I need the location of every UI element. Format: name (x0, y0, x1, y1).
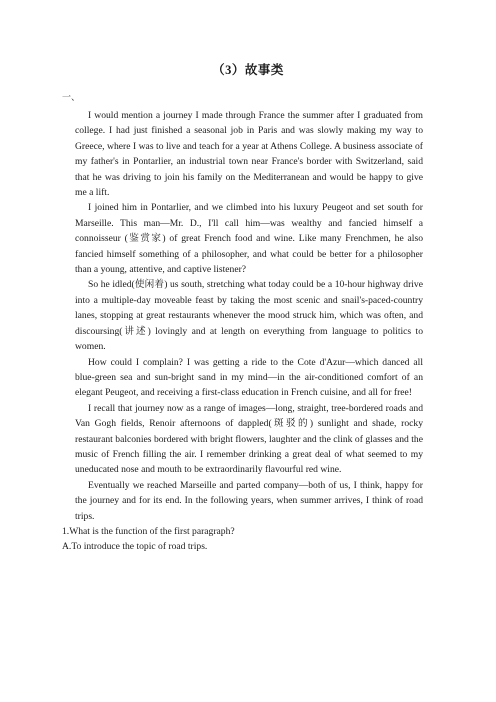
paragraph: How could I complain? I was getting a ride to the Cote d'Azur—which danced all blue-green sea and sun-bright sand in my mind—in the air-conditioned comfort of an elegant Peugeot, and receiving a first-class education in French cuisine, and all for free! (75, 356, 423, 399)
paragraph: Eventually we reached Marseille and parted company—both of us, I think, happy for the journey and for its end. In the following years, when summer arrives, I think of road trips. (75, 479, 423, 522)
paragraph: I joined him in Pontarlier, and we climbed into his luxury Peugeot and set south for Marseille. This man—Mr. D., I'll call him—was wealthy and fancied himself a connoisseur (鉴赏家) of great French food and wine. Like many Frenchmen, he also fancied himself something of a philosopher, and what could be better for a philosopher than a young, attentive, and captive listener? (75, 202, 423, 276)
passage-body (62, 108, 423, 555)
section-number: 一、 (62, 92, 81, 102)
paragraph: So he idled(使闲着) us south, stretching what today could be a 10-hour highway drive into a multiple-day moveable feast by taking the most scenic and snail's-paced-country lanes, stopping at great restaurants whenever the mood struck him, which was often, and discoursing(讲述) lovingly and at length on everything from language to politics to women. (75, 279, 423, 353)
question-1: 1.What is the function of the first paragraph? (62, 525, 235, 537)
paragraph: I recall that journey now as a range of images—long, straight, tree-bordered roads and Van Gogh fields, Renoir afternoons of dappled(斑驳的) sunlight and shade, rocky restaurant balconies bordered with bright flowers, laughter and the clink of glasses and the music of French filling the air. I remember drinking a great deal of what seemed to my uneducated nose and mouth to be extraordinarily flavourful red wine. (75, 402, 423, 476)
paragraph: I would mention a journey I made through France the summer after I graduated from college. I had just finished a seasonal job in Paris and was slowly making my way to Greece, where I was to live and teach for a year at Athens College. A business associate of my father's in Pontarlier, an industrial town near France's border with Switzerland, said that he was driving to join his family on the Mediterranean and would be happy to give me a lift. (75, 110, 423, 199)
page-title: （3）故事类 (212, 63, 284, 77)
question-1-option-a: A.To introduce the topic of road trips. (62, 541, 208, 553)
